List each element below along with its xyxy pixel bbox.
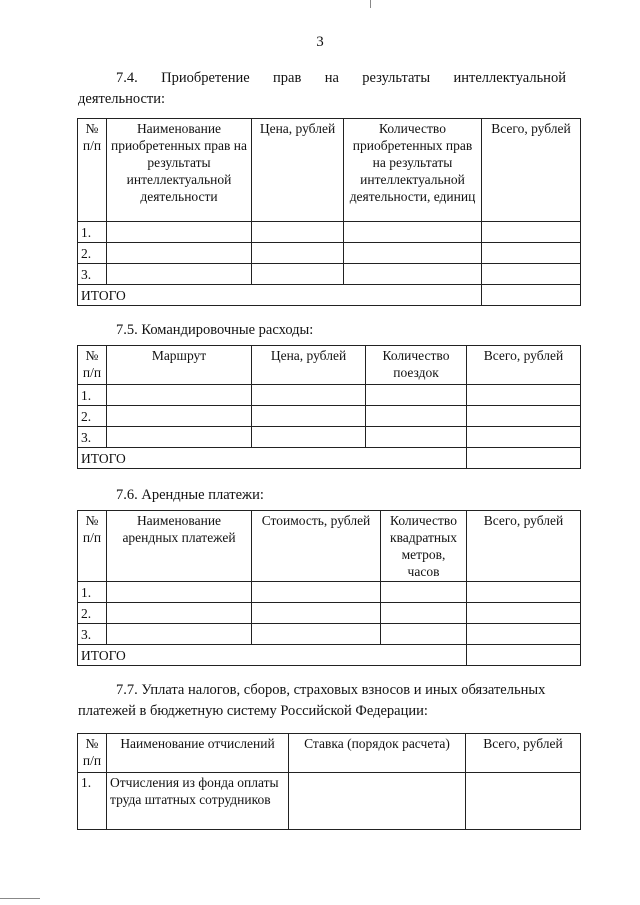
table-row: [78, 222, 581, 243]
row-num: 2.: [78, 243, 107, 264]
header-num: № п/п: [78, 119, 107, 222]
table-row: [78, 582, 581, 603]
empty-cell[interactable]: [252, 427, 366, 448]
table-row: [78, 406, 581, 427]
header-rate: Ставка (порядок расчета): [289, 734, 466, 773]
total-row: [78, 448, 581, 469]
empty-cell[interactable]: [344, 264, 482, 285]
empty-cell[interactable]: [366, 406, 467, 427]
scan-artifact: [370, 0, 371, 8]
row-name: Отчисления из фонда оплаты труда штатных сотрудников: [107, 773, 289, 830]
heading-word: интеллектуальной: [453, 70, 566, 86]
row-num: 1.: [78, 385, 107, 406]
header-total: Всего, рублей: [467, 511, 581, 582]
heading-word: прав: [273, 70, 302, 86]
total-label: ИТОГО: [78, 285, 482, 306]
header-num: № п/п: [78, 511, 107, 582]
heading-line1: 7.7. Уплата налогов, сборов, страховых взносов и иных обязательных: [116, 682, 546, 698]
row-num: 2.: [78, 603, 107, 624]
empty-cell[interactable]: [107, 243, 252, 264]
table-7-5: [77, 345, 581, 469]
total-label: ИТОГО: [78, 448, 467, 469]
table-7-7: [77, 733, 581, 830]
empty-cell[interactable]: [252, 624, 381, 645]
empty-cell[interactable]: [467, 582, 581, 603]
empty-cell[interactable]: [107, 603, 252, 624]
empty-cell[interactable]: [467, 624, 581, 645]
empty-cell[interactable]: [289, 773, 466, 830]
heading-word: на: [324, 70, 339, 86]
empty-cell[interactable]: [467, 427, 581, 448]
table-row: [78, 624, 581, 645]
header-name: Наименование арендных платежей: [107, 511, 252, 582]
empty-cell[interactable]: [107, 624, 252, 645]
empty-cell[interactable]: [381, 582, 467, 603]
empty-cell[interactable]: [381, 603, 467, 624]
empty-cell[interactable]: [107, 385, 252, 406]
row-num: 1.: [78, 222, 107, 243]
scan-artifact: [0, 898, 40, 899]
table-7-6: [77, 510, 581, 666]
empty-cell[interactable]: [252, 582, 381, 603]
table-row: [78, 243, 581, 264]
row-num: 3.: [78, 264, 107, 285]
empty-cell[interactable]: [252, 264, 344, 285]
heading-word: 7.4.: [116, 70, 138, 86]
row-num: 2.: [78, 406, 107, 427]
empty-cell[interactable]: [344, 222, 482, 243]
empty-cell[interactable]: [366, 385, 467, 406]
table-7-4: [77, 118, 581, 306]
empty-cell[interactable]: [107, 406, 252, 427]
header-quantity: Количество квадратных метров, часов: [381, 511, 467, 582]
section-7-6-heading: 7.6. Арендные платежи:: [116, 487, 264, 503]
empty-cell[interactable]: [467, 603, 581, 624]
empty-cell[interactable]: [107, 264, 252, 285]
header-total: Всего, рублей: [467, 346, 581, 385]
empty-cell[interactable]: [482, 243, 581, 264]
empty-cell[interactable]: [482, 264, 581, 285]
empty-cell[interactable]: [482, 222, 581, 243]
row-num: 1.: [78, 582, 107, 603]
empty-cell[interactable]: [252, 243, 344, 264]
header-total: Всего, рублей: [466, 734, 581, 773]
empty-cell[interactable]: [107, 582, 252, 603]
row-num: 3.: [78, 427, 107, 448]
empty-cell[interactable]: [482, 285, 581, 306]
table-row: [78, 773, 581, 830]
heading-line2: платежей в бюджетную систему Российской Федерации:: [78, 703, 428, 719]
heading-line2: деятельности:: [78, 91, 166, 107]
table-row: [78, 603, 581, 624]
total-row: [78, 645, 581, 666]
empty-cell[interactable]: [467, 406, 581, 427]
heading-word: Приобретение: [161, 70, 250, 86]
section-7-4-heading: [78, 68, 566, 110]
table-row: [78, 427, 581, 448]
empty-cell[interactable]: [467, 385, 581, 406]
empty-cell[interactable]: [466, 773, 581, 830]
header-quantity: Количество приобретенных прав на результаты интеллектуальной деятельности, единиц: [344, 119, 482, 222]
header-total: Всего, рублей: [482, 119, 581, 222]
header-trips: Количество поездок: [366, 346, 467, 385]
empty-cell[interactable]: [107, 222, 252, 243]
empty-cell[interactable]: [467, 448, 581, 469]
empty-cell[interactable]: [344, 243, 482, 264]
empty-cell[interactable]: [381, 624, 467, 645]
header-name: Наименование приобретенных прав на результаты интеллектуальной деятельности: [107, 119, 252, 222]
empty-cell[interactable]: [107, 427, 252, 448]
header-price: Цена, рублей: [252, 346, 366, 385]
table-row: [78, 264, 581, 285]
empty-cell[interactable]: [467, 645, 581, 666]
header-price: Цена, рублей: [252, 119, 344, 222]
page-number: 3: [316, 34, 324, 50]
empty-cell[interactable]: [252, 603, 381, 624]
empty-cell[interactable]: [252, 222, 344, 243]
section-7-7-heading: [78, 680, 566, 722]
section-7-5-heading: 7.5. Командировочные расходы:: [116, 322, 314, 338]
empty-cell[interactable]: [252, 406, 366, 427]
header-num: № п/п: [78, 734, 107, 773]
header-route: Маршрут: [107, 346, 252, 385]
total-label: ИТОГО: [78, 645, 467, 666]
header-num: № п/п: [78, 346, 107, 385]
empty-cell[interactable]: [252, 385, 366, 406]
heading-word: результаты: [362, 70, 431, 86]
row-num: 3.: [78, 624, 107, 645]
header-cost: Стоимость, рублей: [252, 511, 381, 582]
total-row: [78, 285, 581, 306]
empty-cell[interactable]: [366, 427, 467, 448]
row-num: 1.: [78, 773, 107, 830]
header-name: Наименование отчислений: [107, 734, 289, 773]
table-row: [78, 385, 581, 406]
